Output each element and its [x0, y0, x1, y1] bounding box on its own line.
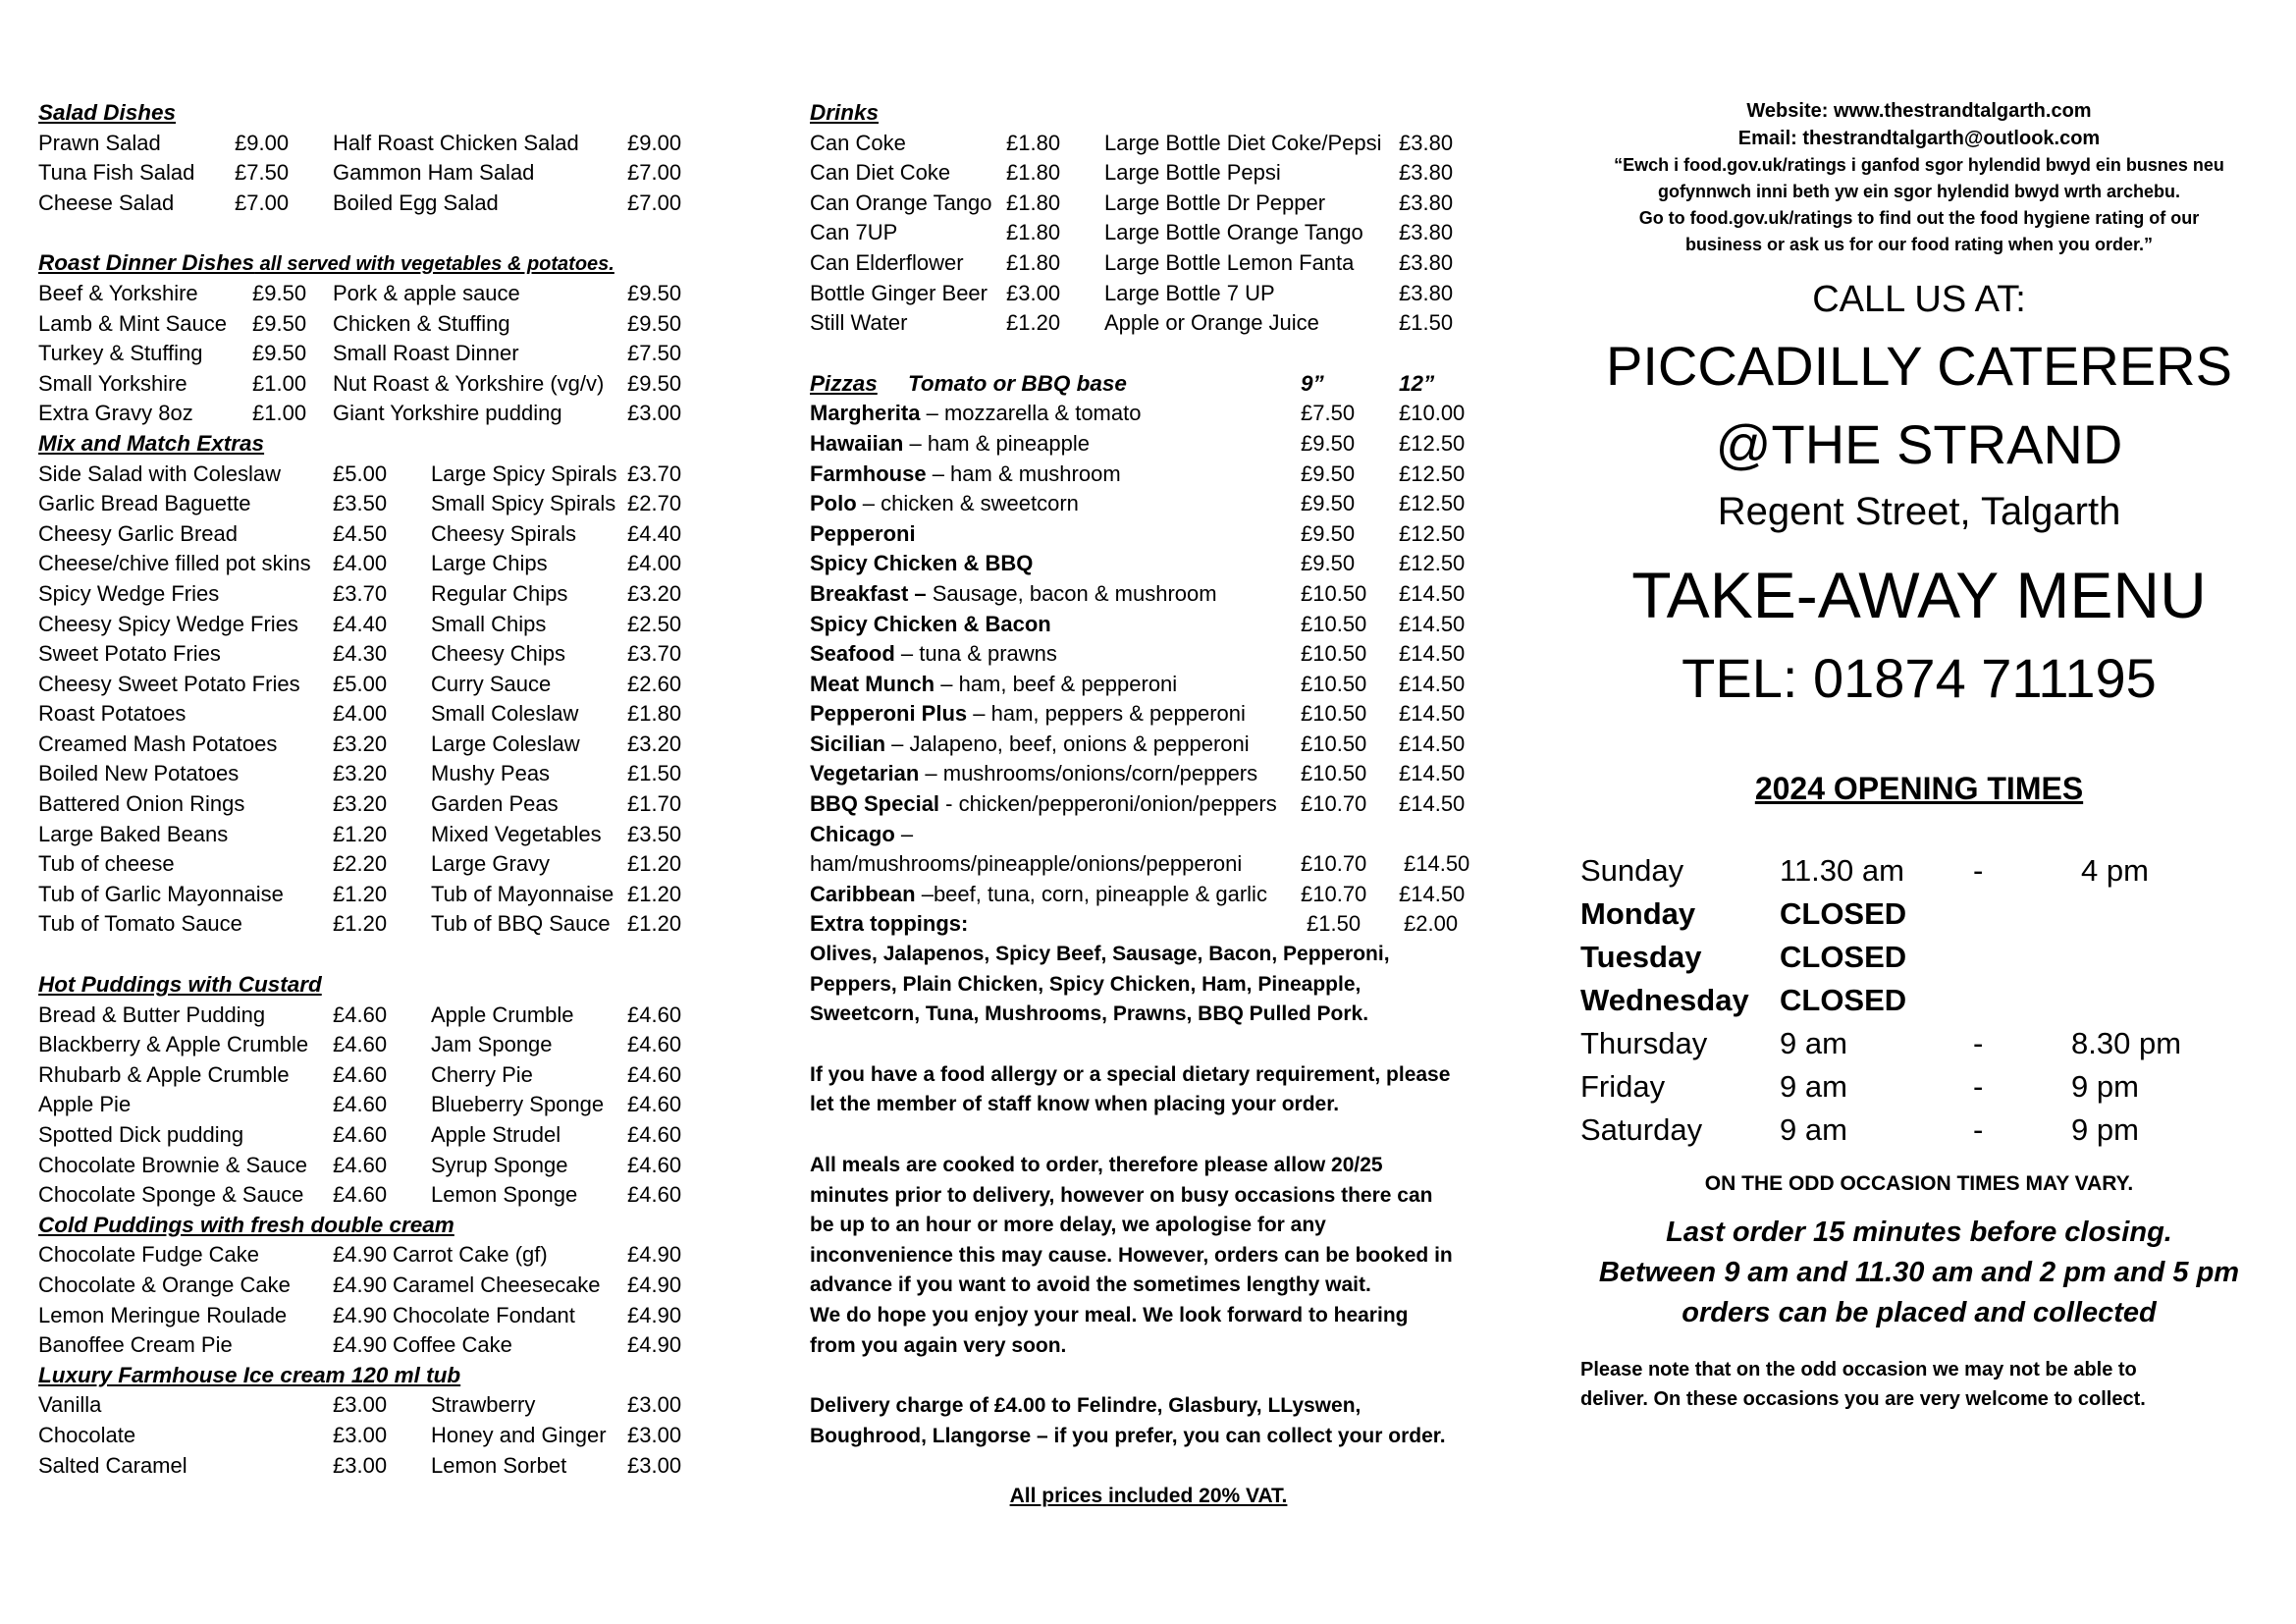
- list-item: Tuna Fish Salad £7.50 Gammon Ham Salad £7.00: [38, 160, 682, 186]
- table-row: Monday CLOSED: [1580, 896, 1907, 931]
- list-item: Sweet Potato Fries £4.30 Cheesy Chips £3.70: [38, 641, 682, 667]
- list-item: Tub of Garlic Mayonnaise £1.20 Tub of Mayonnaise £1.20: [38, 881, 682, 906]
- list-item: Can Coke £1.80 Large Bottle Diet Coke/Pepsi £3.80: [810, 130, 1454, 155]
- hygiene-notice: “Ewch i food.gov.uk/ratings i ganfod sgor hylendid bwyd ein busnes neu gofynnwch inni beth yw ein sgor hylendid bwyd wrth archebu. Go to food.gov.uk/ratings to find out the food hygiene rating of our business or ask us for our food rating when you order.”: [1614, 155, 2224, 254]
- list-item: Cheesy Spicy Wedge Fries £4.40 Small Chips £2.50: [38, 611, 682, 636]
- last-order-notice: Last order 15 minutes before closing. Between 9 am and 11.30 am and 2 pm and 5 pm orders can be placed and collected: [1598, 1217, 2240, 1328]
- toppings-list: Olives, Jalapenos, Spicy Beef, Sausage, Bacon, Pepperoni, Peppers, Plain Chicken, Spicy Chicken, Ham, Pineapple, Sweetcorn, Tuna, Mushrooms, Prawns, BBQ Pulled Pork.: [810, 943, 1390, 1026]
- address: Regent Street, Talgarth: [1717, 490, 2121, 533]
- list-item: Vanilla £3.00 Strawberry £3.00: [38, 1392, 682, 1418]
- drinks-list: [810, 129, 1497, 339]
- business-name-2: @THE STRAND: [1715, 413, 2123, 475]
- section-title-hot-puddings: Hot Puddings with Custard: [38, 972, 322, 998]
- pizza-header: Pizzas Tomato or BBQ base 9” 12”: [810, 370, 1435, 396]
- list-item: Garlic Bread Baguette £3.50 Small Spicy Spirals £2.70: [38, 491, 682, 516]
- vat-notice: All prices included 20% VAT.: [1009, 1485, 1288, 1508]
- list-item: Banoffee Cream Pie £4.90 Coffee Cake £4.90: [38, 1332, 682, 1358]
- table-row: Saturday 9 am - 9 pm: [1580, 1112, 2139, 1147]
- list-item: Lemon Meringue Roulade £4.90 Chocolate Fondant £4.90: [38, 1302, 682, 1327]
- list-item: BBQ Special - chicken/pepperoni/onion/peppers £10.70 £14.50: [810, 791, 1466, 817]
- ice-cream-list: [38, 1390, 706, 1481]
- hot-puddings-list: [38, 1001, 706, 1211]
- list-item: Hawaiian – ham & pineapple £9.50 £12.50: [810, 430, 1466, 456]
- list-item: Cheese/chive filled pot skins £4.00 Large Chips £4.00: [38, 551, 682, 576]
- cooking-notice: All meals are cooked to order, therefore please allow 20/25 minutes prior to delivery, however on busy occasions there can be up to an hour or more delay, we apologise for any inconvenience this may cause. However, orders can be booked in advance if you want to avoid the sometimes lengthy wait. We do hope you enjoy your meal. We look forward to hearing from you again very soon.: [810, 1154, 1453, 1357]
- roast-note: all served with vegetables & potatoes.: [254, 253, 614, 276]
- list-item: Roast Potatoes £4.00 Small Coleslaw £1.80: [38, 701, 682, 727]
- list-item: Small Yorkshire £1.00 Nut Roast & Yorkshire (vg/v) £9.50: [38, 370, 682, 396]
- business-name: PICCADILLY CATERERS: [1606, 335, 2232, 397]
- opening-hours-table: [1566, 849, 2272, 1152]
- table-row: Sunday 11.30 am - 4 pm: [1580, 853, 2149, 888]
- pizza-chicago-desc: ham/mushrooms/pineapple/onions/pepperoni £10.70 £14.50: [810, 851, 1470, 877]
- list-item: Vegetarian – mushrooms/onions/corn/peppers £10.50 £14.50: [810, 761, 1466, 786]
- collection-notice: Please note that on the odd occasion we may not be able to deliver. On these occasions you are very welcome to collect.: [1580, 1359, 2146, 1410]
- list-item: Turkey & Stuffing £9.50 Small Roast Dinner £7.50: [38, 341, 682, 366]
- list-item: Salted Caramel £3.00 Lemon Sorbet £3.00: [38, 1452, 682, 1478]
- list-item: Spicy Wedge Fries £3.70 Regular Chips £3.20: [38, 580, 682, 606]
- list-item: Tub of Tomato Sauce £1.20 Tub of BBQ Sauce £1.20: [38, 911, 682, 937]
- section-title-cold-puddings: Cold Puddings with fresh double cream: [38, 1212, 454, 1237]
- list-item: Still Water £1.20 Apple or Orange Juice £1.50: [810, 310, 1454, 336]
- list-item: Bottle Ginger Beer £3.00 Large Bottle 7 UP £3.80: [810, 280, 1454, 305]
- extras-list: [38, 460, 706, 941]
- list-item: Extra Gravy 8oz £1.00 Giant Yorkshire pudding £3.00: [38, 401, 682, 426]
- list-item: Can Orange Tango £1.80 Large Bottle Dr Pepper £3.80: [810, 189, 1454, 215]
- list-item: Bread & Butter Pudding £4.60 Apple Crumble £4.60: [38, 1001, 682, 1027]
- contact-block: [1566, 98, 2272, 152]
- list-item: Large Baked Beans £1.20 Mixed Vegetables £3.50: [38, 821, 682, 846]
- menu-column-left: [38, 98, 706, 1481]
- list-item: Boiled New Potatoes £3.20 Mushy Peas £1.50: [38, 761, 682, 786]
- menu-column-middle: [810, 98, 1497, 1512]
- list-item: Beef & Yorkshire £9.50 Pork & apple sauce £9.50: [38, 280, 682, 305]
- list-item: Rhubarb & Apple Crumble £4.60 Cherry Pie £4.60: [38, 1061, 682, 1087]
- list-item: Prawn Salad £9.00 Half Roast Chicken Salad £9.00: [38, 130, 682, 155]
- list-item: Lamb & Mint Sauce £9.50 Chicken & Stuffing £9.50: [38, 310, 682, 336]
- table-row: Thursday 9 am - 8.30 pm: [1580, 1026, 2182, 1060]
- list-item: Creamed Mash Potatoes £3.20 Large Coleslaw £3.20: [38, 731, 682, 756]
- list-item: Chocolate £3.00 Honey and Ginger £3.00: [38, 1422, 682, 1447]
- list-item: Chocolate Brownie & Sauce £4.60 Syrup Sponge £4.60: [38, 1152, 682, 1177]
- section-title-roast: Roast Dinner Dishes all served with vegetables & potatoes.: [38, 250, 614, 276]
- times-vary-notice: ON THE ODD OCCASION TIMES MAY VARY.: [1704, 1172, 2134, 1195]
- list-item: Cheesy Sweet Potato Fries £5.00 Curry Sauce £2.60: [38, 671, 682, 696]
- pizza-chicago-name: Chicago –: [810, 821, 914, 846]
- list-item: Chocolate Fudge Cake £4.90 Carrot Cake (gf) £4.90: [38, 1242, 682, 1268]
- section-title-drinks: Drinks: [810, 100, 880, 125]
- list-item: Blackberry & Apple Crumble £4.60 Jam Sponge £4.60: [38, 1032, 682, 1057]
- email: Email: thestrandtalgarth@outlook.com: [1737, 127, 2101, 149]
- list-item: Chocolate Sponge & Sauce £4.60 Lemon Sponge £4.60: [38, 1182, 682, 1208]
- section-title-extras: Mix and Match Extras: [38, 430, 265, 456]
- call-label: CALL US AT:: [1812, 279, 2026, 320]
- list-item: Breakfast – Sausage, bacon & mushroom £10.50 £14.50: [810, 580, 1466, 606]
- pizza-list: [810, 399, 1497, 1029]
- list-item: Caribbean –beef, tuna, corn, pineapple & garlic £10.70 £14.50: [810, 881, 1466, 906]
- list-item: Margherita – mozzarella & tomato £7.50 £10.00: [810, 401, 1466, 426]
- table-row: Wednesday CLOSED: [1580, 983, 1907, 1017]
- delivery-notice: Delivery charge of £4.00 to Felindre, Glasbury, LLyswen, Boughrood, Llangorse – if you prefer, you can collect your order.: [810, 1394, 1446, 1447]
- menu-title: TAKE-AWAY MENU: [1631, 559, 2207, 631]
- salad-list: [38, 129, 706, 219]
- list-item: Polo – chicken & sweetcorn £9.50 £12.50: [810, 491, 1466, 516]
- opening-times-title: 2024 OPENING TIMES: [1754, 771, 2084, 806]
- list-item: Side Salad with Coleslaw £5.00 Large Spicy Spirals £3.70: [38, 460, 682, 486]
- list-item: Spotted Dick pudding £4.60 Apple Strudel £4.60: [38, 1122, 682, 1147]
- list-item: Spicy Chicken & BBQ £9.50 £12.50: [810, 551, 1466, 576]
- section-title-salad: Salad Dishes: [38, 100, 177, 125]
- list-item: Spicy Chicken & Bacon £10.50 £14.50: [810, 611, 1466, 636]
- table-row: Friday 9 am - 9 pm: [1580, 1069, 2139, 1104]
- list-item: Chocolate & Orange Cake £4.90 Caramel Cheesecake £4.90: [38, 1272, 682, 1297]
- list-item: Tub of cheese £2.20 Large Gravy £1.20: [38, 851, 682, 877]
- roast-list: [38, 279, 706, 429]
- list-item: Pepperoni £9.50 £12.50: [810, 520, 1466, 546]
- list-item: Apple Pie £4.60 Blueberry Sponge £4.60: [38, 1092, 682, 1117]
- list-item: Seafood – tuna & prawns £10.50 £14.50: [810, 641, 1466, 667]
- telephone: TEL: 01874 711195: [1682, 647, 2157, 709]
- list-item: Sicilian – Jalapeno, beef, onions & pepperoni £10.50 £14.50: [810, 731, 1466, 756]
- cold-puddings-list: [38, 1240, 706, 1360]
- list-item: Farmhouse – ham & mushroom £9.50 £12.50: [810, 460, 1466, 486]
- allergy-notice: If you have a food allergy or a special dietary requirement, please let the member of staff know when placing your order.: [810, 1062, 1451, 1116]
- list-item: Cheesy Garlic Bread £4.50 Cheesy Spirals £4.40: [38, 520, 682, 546]
- list-item: Meat Munch – ham, beef & pepperoni £10.50 £14.50: [810, 671, 1466, 696]
- extra-toppings: Extra toppings: £1.50 £2.00: [810, 911, 1459, 937]
- website: Website: www.thestrandtalgarth.com: [1746, 100, 2092, 122]
- list-item: Can 7UP £1.80 Large Bottle Orange Tango £3.80: [810, 220, 1454, 245]
- list-item: Pepperoni Plus – ham, peppers & pepperoni £10.50 £14.50: [810, 701, 1466, 727]
- list-item: Battered Onion Rings £3.20 Garden Peas £1.70: [38, 791, 682, 817]
- list-item: Can Elderflower £1.80 Large Bottle Lemon Fanta £3.80: [810, 249, 1454, 275]
- list-item: Can Diet Coke £1.80 Large Bottle Pepsi £3.80: [810, 160, 1454, 186]
- section-title-ice-cream: Luxury Farmhouse Ice cream 120 ml tub: [38, 1362, 461, 1387]
- menu-column-right: [1566, 98, 2272, 1414]
- table-row: Tuesday CLOSED: [1580, 940, 1907, 974]
- list-item: Cheese Salad £7.00 Boiled Egg Salad £7.00: [38, 189, 682, 215]
